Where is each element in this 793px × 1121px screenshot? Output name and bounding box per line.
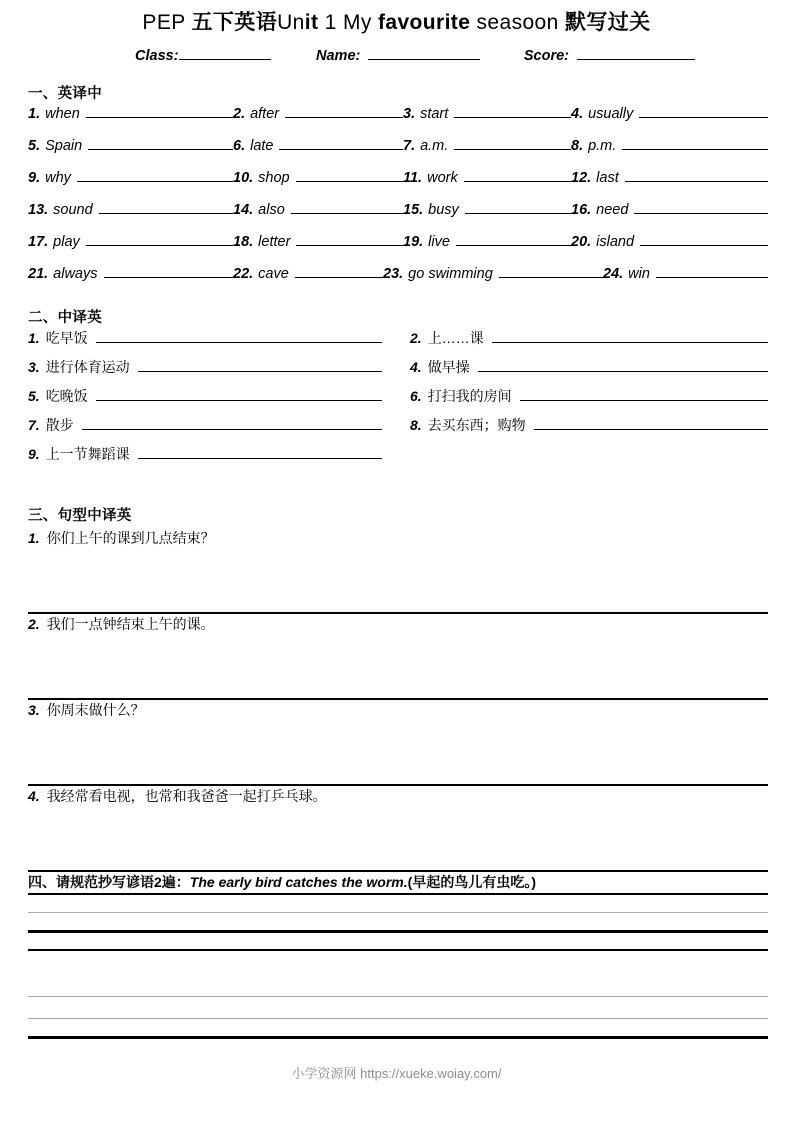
answer-blank[interactable] xyxy=(478,359,768,372)
rule-line xyxy=(28,949,768,951)
answer-blank[interactable] xyxy=(464,168,571,182)
word-item xyxy=(233,264,383,282)
chinese-phrase: 吃晚饭 xyxy=(45,388,88,404)
item-number: 2. xyxy=(28,616,40,632)
phrase-row xyxy=(28,357,768,386)
english-word: island xyxy=(596,234,635,250)
section-three-items xyxy=(28,528,768,872)
english-word: cave xyxy=(258,266,289,282)
proverb-translation: (早起的鸟儿有虫吃。) xyxy=(407,874,536,890)
answer-blank[interactable] xyxy=(96,330,382,343)
word-item xyxy=(603,264,768,282)
english-word: go swimming xyxy=(408,266,493,282)
word-item xyxy=(28,264,233,282)
section-two-heading: 二、中译英 xyxy=(28,310,102,326)
rule-line xyxy=(28,1036,768,1039)
answer-blank[interactable] xyxy=(492,330,768,343)
title-part: 五下英语 xyxy=(191,11,278,34)
item-number: 13. xyxy=(28,202,49,218)
answer-blank[interactable] xyxy=(622,136,768,150)
phrase-item xyxy=(410,415,768,435)
answer-blank[interactable] xyxy=(296,232,403,246)
score-field[interactable] xyxy=(524,46,695,64)
answer-blank[interactable] xyxy=(82,417,382,430)
chinese-sentence: 我们一点钟结束上午的课。 xyxy=(46,616,215,632)
item-number: 19. xyxy=(403,234,424,250)
phrase-row xyxy=(28,444,768,473)
word-item xyxy=(571,168,768,186)
english-word: p.m. xyxy=(588,138,617,154)
answer-blank[interactable] xyxy=(138,446,382,459)
phrase-item xyxy=(28,357,410,377)
section-four-heading xyxy=(28,872,536,892)
sentence-block xyxy=(28,700,768,786)
title-part: PEP xyxy=(142,11,192,34)
english-word: when xyxy=(45,106,80,122)
score-input-line[interactable] xyxy=(577,46,695,60)
item-number: 14. xyxy=(233,202,254,218)
chinese-phrase: 上……课 xyxy=(427,330,484,346)
word-row xyxy=(28,104,768,136)
english-word: shop xyxy=(258,170,290,186)
answer-blank[interactable] xyxy=(520,388,768,401)
chinese-sentence: 我经常看电视，也常和我爸爸一起打乒乓球。 xyxy=(46,788,327,804)
class-input-line[interactable] xyxy=(179,46,271,60)
phrase-row xyxy=(28,386,768,415)
word-item xyxy=(571,232,768,250)
sentence-block xyxy=(28,528,768,614)
answer-blank[interactable] xyxy=(296,168,403,182)
word-item xyxy=(233,104,403,122)
item-number: 24. xyxy=(603,266,624,282)
item-number: 4. xyxy=(28,788,40,804)
answer-blank[interactable] xyxy=(104,264,234,278)
name-field[interactable] xyxy=(316,46,480,64)
answer-blank[interactable] xyxy=(77,168,233,182)
answer-blank[interactable] xyxy=(88,136,233,150)
phrase-row xyxy=(28,328,768,357)
answer-blank[interactable] xyxy=(456,232,571,246)
rule-line xyxy=(28,930,768,933)
word-item xyxy=(403,200,571,218)
phrase-item xyxy=(28,415,410,435)
item-number: 4. xyxy=(571,106,584,122)
item-number: 1. xyxy=(28,106,41,122)
answer-blank[interactable] xyxy=(634,200,768,214)
chinese-phrase: 吃早饭 xyxy=(45,330,88,346)
answer-blank[interactable] xyxy=(291,200,403,214)
english-word: letter xyxy=(258,234,291,250)
item-number: 9. xyxy=(28,446,40,462)
item-number: 6. xyxy=(410,388,422,404)
english-word: after xyxy=(250,106,280,122)
title-part: 默写过关 xyxy=(564,11,651,34)
word-item xyxy=(383,264,603,282)
name-label: Name: xyxy=(316,48,361,64)
item-number: 2. xyxy=(410,330,422,346)
answer-blank[interactable] xyxy=(454,136,571,150)
phrase-item xyxy=(28,328,410,348)
english-word: win xyxy=(628,266,650,282)
english-word: sound xyxy=(53,202,93,218)
class-field[interactable] xyxy=(135,46,271,64)
english-word: a.m. xyxy=(420,138,449,154)
phrase-item xyxy=(410,386,768,406)
chinese-phrase: 去买东西；购物 xyxy=(427,417,526,433)
word-item xyxy=(571,136,768,154)
section-one-items xyxy=(28,104,768,296)
item-number: 23. xyxy=(383,266,404,282)
answer-blank[interactable] xyxy=(279,136,403,150)
item-number: 7. xyxy=(28,417,40,433)
english-word: also xyxy=(258,202,285,218)
word-item xyxy=(403,168,571,186)
english-word: usually xyxy=(588,106,634,122)
english-word: always xyxy=(53,266,98,282)
word-item xyxy=(571,104,768,122)
section-one-heading: 一、英译中 xyxy=(28,86,102,102)
score-label: Score: xyxy=(523,48,569,64)
rule-line xyxy=(28,912,768,913)
word-item xyxy=(28,200,233,218)
word-item xyxy=(403,104,571,122)
rule-line xyxy=(28,893,768,895)
sentence-prompt xyxy=(28,614,768,636)
sentence-prompt xyxy=(28,700,768,722)
english-word: Spain xyxy=(45,138,83,154)
item-number: 2. xyxy=(233,106,246,122)
item-number: 18. xyxy=(233,234,254,250)
word-item xyxy=(233,136,403,154)
answer-blank[interactable] xyxy=(86,104,233,118)
sentence-prompt xyxy=(28,786,768,808)
rule-line xyxy=(28,1018,768,1019)
title-part: seasoon xyxy=(470,11,565,34)
item-number: 20. xyxy=(571,234,592,250)
sentence-block xyxy=(28,786,768,872)
name-input-line[interactable] xyxy=(368,46,480,60)
answer-blank[interactable] xyxy=(534,417,768,430)
item-number: 16. xyxy=(571,202,592,218)
title-part: Un xyxy=(277,11,305,34)
word-item xyxy=(233,168,403,186)
english-word: live xyxy=(428,234,450,250)
answer-blank[interactable] xyxy=(138,359,382,372)
phrase-item xyxy=(410,357,768,377)
english-word: busy xyxy=(428,202,459,218)
section-three-heading: 三、句型中译英 xyxy=(28,508,132,524)
phrase-row xyxy=(28,415,768,444)
word-item xyxy=(28,168,233,186)
word-item xyxy=(403,136,571,154)
chinese-sentence: 你们上午的课到几点结束？ xyxy=(46,530,215,546)
item-number: 22. xyxy=(233,266,254,282)
english-word: start xyxy=(420,106,449,122)
sentence-block xyxy=(28,614,768,700)
footer-watermark: 小学资源网 https://xueke.woiay.com/ xyxy=(291,1066,502,1081)
english-word: last xyxy=(596,170,619,186)
word-item xyxy=(28,104,233,122)
phrase-item xyxy=(28,444,410,464)
answer-blank[interactable] xyxy=(454,104,571,118)
item-number: 12. xyxy=(571,170,592,186)
item-number: 1. xyxy=(28,530,40,546)
chinese-phrase: 进行体育运动 xyxy=(45,359,130,375)
answer-blank[interactable] xyxy=(499,264,603,278)
word-item xyxy=(28,136,233,154)
item-number: 8. xyxy=(571,138,584,154)
word-item xyxy=(28,232,233,250)
answer-blank[interactable] xyxy=(465,200,571,214)
answer-blank[interactable] xyxy=(99,200,233,214)
chinese-phrase: 散步 xyxy=(45,417,74,433)
sentence-prompt xyxy=(28,528,768,550)
item-number: 5. xyxy=(28,388,40,404)
page-title xyxy=(0,6,793,36)
word-item xyxy=(403,232,571,250)
answer-blank[interactable] xyxy=(625,168,768,182)
english-word: why xyxy=(45,170,71,186)
item-number: 5. xyxy=(28,138,41,154)
rule-line xyxy=(28,996,768,997)
word-row xyxy=(28,264,768,296)
chinese-phrase: 上一节舞蹈课 xyxy=(45,446,130,462)
item-number: 21. xyxy=(28,266,49,282)
word-row xyxy=(28,168,768,200)
answer-blank[interactable] xyxy=(295,264,383,278)
item-number: 11. xyxy=(403,170,423,186)
item-number: 17. xyxy=(28,234,49,250)
title-part: favourite xyxy=(377,11,471,34)
item-number: 3. xyxy=(28,702,40,718)
answer-blank[interactable] xyxy=(96,388,382,401)
answer-blank[interactable] xyxy=(639,104,768,118)
handwriting-practice-lines[interactable] xyxy=(28,893,768,1039)
title-part: it xyxy=(304,11,319,34)
english-word: work xyxy=(427,170,458,186)
word-row xyxy=(28,136,768,168)
phrase-item xyxy=(28,386,410,406)
answer-blank[interactable] xyxy=(285,104,403,118)
student-info-header xyxy=(135,46,695,64)
phrase-item xyxy=(410,328,768,348)
class-label: Class: xyxy=(135,48,179,64)
item-number: 8. xyxy=(410,417,422,433)
section-four-heading-prefix: 四、请规范抄写谚语2遍： xyxy=(28,874,190,890)
answer-blank[interactable] xyxy=(656,264,768,278)
item-number: 4. xyxy=(410,359,422,375)
word-item xyxy=(233,200,403,218)
english-word: late xyxy=(250,138,274,154)
answer-blank[interactable] xyxy=(86,232,233,246)
item-number: 1. xyxy=(28,330,40,346)
word-row xyxy=(28,200,768,232)
english-word: need xyxy=(596,202,629,218)
section-two-items xyxy=(28,328,768,473)
title-part: 1 My xyxy=(318,11,378,34)
answer-blank[interactable] xyxy=(640,232,768,246)
chinese-phrase: 做早操 xyxy=(427,359,470,375)
item-number: 7. xyxy=(403,138,416,154)
item-number: 6. xyxy=(233,138,246,154)
word-row xyxy=(28,232,768,264)
item-number: 3. xyxy=(28,359,40,375)
item-number: 10. xyxy=(233,170,254,186)
word-item xyxy=(571,200,768,218)
item-number: 3. xyxy=(403,106,416,122)
item-number: 15. xyxy=(403,202,424,218)
item-number: 9. xyxy=(28,170,41,186)
chinese-sentence: 你周末做什么？ xyxy=(46,702,145,718)
english-word: play xyxy=(53,234,80,250)
proverb-text: The early bird catches the worm. xyxy=(189,874,408,890)
word-item xyxy=(233,232,403,250)
chinese-phrase: 打扫我的房间 xyxy=(427,388,512,404)
